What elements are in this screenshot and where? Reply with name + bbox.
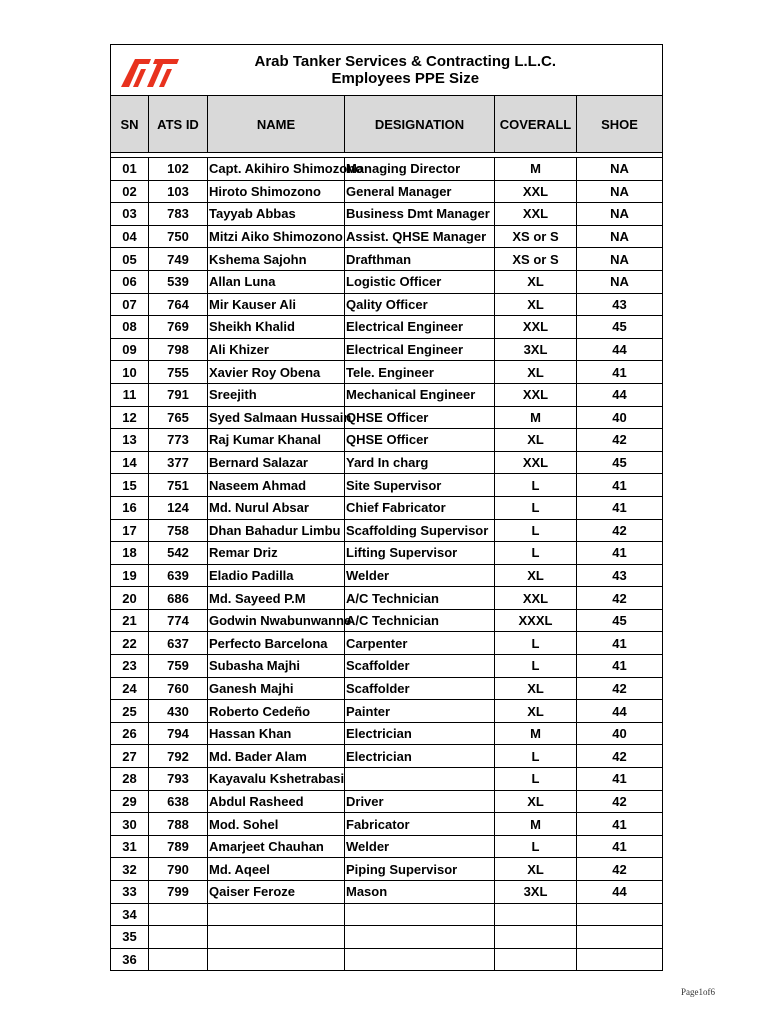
cell-designation — [345, 903, 495, 926]
cell-sn: 32 — [111, 858, 149, 881]
cell-sn: 35 — [111, 926, 149, 949]
table-row — [111, 225, 663, 248]
table-row — [111, 338, 663, 361]
cell-name: Mod. Sohel — [208, 813, 345, 836]
cell-coverall: M — [495, 406, 577, 429]
cell-designation: A/C Technician — [345, 587, 495, 610]
cell-name: Mitzi Aiko Shimozono — [208, 225, 345, 248]
table-row — [111, 270, 663, 293]
table-row — [111, 813, 663, 836]
cell-designation: Scaffolder — [345, 655, 495, 678]
cell-name: Qaiser Feroze — [208, 881, 345, 904]
col-header-shoe: SHOE — [577, 96, 663, 153]
cell-ats-id: 798 — [149, 338, 208, 361]
cell-coverall — [495, 926, 577, 949]
table-row — [111, 587, 663, 610]
cell-sn: 12 — [111, 406, 149, 429]
cell-name: Kayavalu Kshetrabasi — [208, 768, 345, 791]
cell-ats-id: 103 — [149, 180, 208, 203]
cell-ats-id: 792 — [149, 745, 208, 768]
table-row — [111, 180, 663, 203]
cell-sn: 01 — [111, 158, 149, 181]
cell-coverall: XL — [495, 700, 577, 723]
cell-designation: Welder — [345, 835, 495, 858]
cell-name: Sreejith — [208, 383, 345, 406]
cell-shoe: 43 — [577, 564, 663, 587]
cell-ats-id: 774 — [149, 609, 208, 632]
col-header-ats-id: ATS ID — [149, 96, 208, 153]
cell-shoe: 42 — [577, 790, 663, 813]
cell-sn: 29 — [111, 790, 149, 813]
cell-designation: Drafthman — [345, 248, 495, 271]
cell-sn: 07 — [111, 293, 149, 316]
cell-ats-id: 638 — [149, 790, 208, 813]
cell-name: Kshema Sajohn — [208, 248, 345, 271]
cell-coverall: XXXL — [495, 609, 577, 632]
table-row — [111, 609, 663, 632]
cell-name: Allan Luna — [208, 270, 345, 293]
cell-ats-id: 758 — [149, 519, 208, 542]
cell-name: Capt. Akihiro Shimozono — [208, 158, 345, 181]
cell-sn: 16 — [111, 496, 149, 519]
cell-designation: Chief Fabricator — [345, 496, 495, 519]
cell-ats-id: 783 — [149, 203, 208, 226]
cell-sn: 09 — [111, 338, 149, 361]
cell-sn: 22 — [111, 632, 149, 655]
cell-coverall: XXL — [495, 316, 577, 339]
cell-shoe: 42 — [577, 677, 663, 700]
cell-sn: 33 — [111, 881, 149, 904]
table-row — [111, 474, 663, 497]
cell-shoe: 42 — [577, 519, 663, 542]
cell-shoe: 44 — [577, 700, 663, 723]
cell-shoe: 42 — [577, 745, 663, 768]
cell-sn: 11 — [111, 383, 149, 406]
cell-shoe: 42 — [577, 587, 663, 610]
cell-ats-id: 542 — [149, 542, 208, 565]
cell-coverall: 3XL — [495, 881, 577, 904]
cell-shoe: 44 — [577, 338, 663, 361]
cell-coverall: XL — [495, 361, 577, 384]
cell-name: Eladio Padilla — [208, 564, 345, 587]
cell-ats-id — [149, 948, 208, 971]
cell-shoe: NA — [577, 270, 663, 293]
cell-shoe: 41 — [577, 361, 663, 384]
cell-designation — [345, 768, 495, 791]
cell-coverall: XS or S — [495, 248, 577, 271]
cell-ats-id: 751 — [149, 474, 208, 497]
cell-name: Ganesh Majhi — [208, 677, 345, 700]
cell-designation: Assist. QHSE Manager — [345, 225, 495, 248]
cell-coverall: L — [495, 474, 577, 497]
cell-name: Raj Kumar Khanal — [208, 429, 345, 452]
cell-shoe: NA — [577, 203, 663, 226]
cell-coverall: M — [495, 813, 577, 836]
cell-sn: 27 — [111, 745, 149, 768]
cell-name — [208, 926, 345, 949]
table-row — [111, 203, 663, 226]
cell-designation: Scaffolding Supervisor — [345, 519, 495, 542]
table-row — [111, 542, 663, 565]
table-row — [111, 293, 663, 316]
cell-designation: Mason — [345, 881, 495, 904]
cell-shoe: 42 — [577, 858, 663, 881]
cell-coverall: XL — [495, 429, 577, 452]
cell-coverall: M — [495, 158, 577, 181]
cell-designation: QHSE Officer — [345, 406, 495, 429]
company-name: Arab Tanker Services & Contracting L.L.C. — [254, 53, 556, 70]
cell-name: Hassan Khan — [208, 722, 345, 745]
cell-sn: 03 — [111, 203, 149, 226]
cell-name: Tayyab Abbas — [208, 203, 345, 226]
cell-coverall — [495, 903, 577, 926]
cell-shoe: 41 — [577, 474, 663, 497]
cell-shoe: 45 — [577, 451, 663, 474]
cell-name: Md. Sayeed P.M — [208, 587, 345, 610]
cell-name: Perfecto Barcelona — [208, 632, 345, 655]
cell-shoe — [577, 948, 663, 971]
cell-shoe: 41 — [577, 632, 663, 655]
cell-shoe: 41 — [577, 768, 663, 791]
cell-designation: General Manager — [345, 180, 495, 203]
cell-sn: 30 — [111, 813, 149, 836]
col-header-sn: SN — [111, 96, 149, 153]
cell-designation: Electrician — [345, 722, 495, 745]
cell-shoe — [577, 903, 663, 926]
cell-ats-id: 759 — [149, 655, 208, 678]
cell-name: Md. Aqeel — [208, 858, 345, 881]
cell-coverall: L — [495, 835, 577, 858]
cell-designation: Scaffolder — [345, 677, 495, 700]
cell-sn: 21 — [111, 609, 149, 632]
table-row — [111, 564, 663, 587]
cell-coverall: L — [495, 768, 577, 791]
cell-designation: Tele. Engineer — [345, 361, 495, 384]
cell-shoe: 43 — [577, 293, 663, 316]
cell-name: Sheikh Khalid — [208, 316, 345, 339]
cell-ats-id — [149, 903, 208, 926]
cell-sn: 19 — [111, 564, 149, 587]
cell-shoe: 41 — [577, 835, 663, 858]
cell-coverall: XL — [495, 677, 577, 700]
table-row — [111, 316, 663, 339]
page-number: Page1of6 — [681, 987, 715, 997]
cell-designation: Business Dmt Manager — [345, 203, 495, 226]
cell-coverall: L — [495, 655, 577, 678]
table-row — [111, 496, 663, 519]
cell-sn: 05 — [111, 248, 149, 271]
cell-shoe: 40 — [577, 722, 663, 745]
table-row — [111, 158, 663, 181]
cell-coverall: XL — [495, 270, 577, 293]
table-row — [111, 835, 663, 858]
cell-shoe: 41 — [577, 542, 663, 565]
cell-ats-id: 788 — [149, 813, 208, 836]
cell-shoe — [577, 926, 663, 949]
cell-ats-id: 639 — [149, 564, 208, 587]
cell-name: Ali Khizer — [208, 338, 345, 361]
table-row — [111, 948, 663, 971]
cell-coverall: M — [495, 722, 577, 745]
cell-name: Syed Salmaan Hussain — [208, 406, 345, 429]
cell-designation: Piping Supervisor — [345, 858, 495, 881]
cell-ats-id: 686 — [149, 587, 208, 610]
cell-ats-id: 124 — [149, 496, 208, 519]
table-row — [111, 519, 663, 542]
cell-shoe: NA — [577, 158, 663, 181]
cell-coverall: L — [495, 745, 577, 768]
cell-shoe: 41 — [577, 496, 663, 519]
table-row — [111, 768, 663, 791]
cell-designation: QHSE Officer — [345, 429, 495, 452]
cell-ats-id: 789 — [149, 835, 208, 858]
cell-ats-id: 773 — [149, 429, 208, 452]
table-row — [111, 406, 663, 429]
cell-shoe: 45 — [577, 609, 663, 632]
cell-name: Remar Driz — [208, 542, 345, 565]
cell-name: Naseem Ahmad — [208, 474, 345, 497]
cell-name: Amarjeet Chauhan — [208, 835, 345, 858]
cell-designation: Yard In charg — [345, 451, 495, 474]
cell-name: Bernard Salazar — [208, 451, 345, 474]
table-row — [111, 700, 663, 723]
table-row — [111, 677, 663, 700]
cell-sn: 10 — [111, 361, 149, 384]
cell-name: Godwin Nwabunwanne — [208, 609, 345, 632]
cell-name — [208, 948, 345, 971]
cell-sn: 17 — [111, 519, 149, 542]
cell-coverall: 3XL — [495, 338, 577, 361]
cell-sn: 15 — [111, 474, 149, 497]
cell-coverall: XL — [495, 293, 577, 316]
cell-designation: Fabricator — [345, 813, 495, 836]
table-row — [111, 383, 663, 406]
cell-designation: Driver — [345, 790, 495, 813]
cell-ats-id: 377 — [149, 451, 208, 474]
cell-designation: Mechanical Engineer — [345, 383, 495, 406]
cell-designation: Logistic Officer — [345, 270, 495, 293]
cell-name: Md. Bader Alam — [208, 745, 345, 768]
cell-coverall — [495, 948, 577, 971]
cell-sn: 26 — [111, 722, 149, 745]
cell-designation — [345, 948, 495, 971]
title-row — [111, 45, 663, 96]
cell-sn: 18 — [111, 542, 149, 565]
cell-designation: Carpenter — [345, 632, 495, 655]
cell-ats-id: 794 — [149, 722, 208, 745]
cell-sn: 25 — [111, 700, 149, 723]
table-row — [111, 926, 663, 949]
table-row — [111, 429, 663, 452]
cell-ats-id: 749 — [149, 248, 208, 271]
cell-ats-id: 102 — [149, 158, 208, 181]
cell-designation: Managing Director — [345, 158, 495, 181]
logo-cell — [111, 45, 149, 96]
table-row — [111, 451, 663, 474]
cell-ats-id: 637 — [149, 632, 208, 655]
table-row — [111, 248, 663, 271]
cell-sn: 14 — [111, 451, 149, 474]
col-header-designation: DESIGNATION — [345, 96, 495, 153]
cell-name: Roberto Cedeño — [208, 700, 345, 723]
cell-sn: 08 — [111, 316, 149, 339]
cell-coverall: XXL — [495, 203, 577, 226]
cell-designation: Painter — [345, 700, 495, 723]
cell-sn: 31 — [111, 835, 149, 858]
cell-ats-id: 764 — [149, 293, 208, 316]
cell-designation: Electrician — [345, 745, 495, 768]
cell-designation — [345, 926, 495, 949]
cell-sn: 34 — [111, 903, 149, 926]
column-header-row — [111, 96, 663, 153]
cell-ats-id: 539 — [149, 270, 208, 293]
cell-coverall: XS or S — [495, 225, 577, 248]
cell-ats-id: 750 — [149, 225, 208, 248]
cell-sn: 24 — [111, 677, 149, 700]
cell-name: Abdul Rasheed — [208, 790, 345, 813]
table-row — [111, 858, 663, 881]
cell-shoe: 40 — [577, 406, 663, 429]
cell-ats-id: 760 — [149, 677, 208, 700]
table-row — [111, 881, 663, 904]
cell-sn: 28 — [111, 768, 149, 791]
cell-shoe: 44 — [577, 881, 663, 904]
cell-coverall: XXL — [495, 180, 577, 203]
ppe-size-table — [110, 44, 663, 971]
cell-shoe: 42 — [577, 429, 663, 452]
cell-name: Dhan Bahadur Limbu — [208, 519, 345, 542]
cell-ats-id: 793 — [149, 768, 208, 791]
cell-coverall: XXL — [495, 383, 577, 406]
cell-ats-id — [149, 926, 208, 949]
cell-designation: Site Supervisor — [345, 474, 495, 497]
cell-designation: Lifting Supervisor — [345, 542, 495, 565]
table-row — [111, 632, 663, 655]
cell-shoe: 44 — [577, 383, 663, 406]
table-row — [111, 745, 663, 768]
cell-name: Hiroto Shimozono — [208, 180, 345, 203]
cell-name: Subasha Majhi — [208, 655, 345, 678]
col-header-coverall: COVERALL — [495, 96, 577, 153]
cell-designation: Welder — [345, 564, 495, 587]
cell-ats-id: 769 — [149, 316, 208, 339]
title-cell — [149, 45, 663, 96]
cell-coverall: XL — [495, 858, 577, 881]
cell-designation: A/C Technician — [345, 609, 495, 632]
ats-logo-icon — [117, 55, 181, 89]
cell-ats-id: 765 — [149, 406, 208, 429]
cell-sn: 04 — [111, 225, 149, 248]
cell-name: Xavier Roy Obena — [208, 361, 345, 384]
cell-sn: 23 — [111, 655, 149, 678]
cell-ats-id: 755 — [149, 361, 208, 384]
table-row — [111, 903, 663, 926]
cell-coverall: XXL — [495, 451, 577, 474]
cell-sn: 20 — [111, 587, 149, 610]
col-header-name: NAME — [208, 96, 345, 153]
cell-name: Md. Nurul Absar — [208, 496, 345, 519]
cell-ats-id: 799 — [149, 881, 208, 904]
cell-coverall: L — [495, 632, 577, 655]
cell-coverall: XL — [495, 564, 577, 587]
cell-name: Mir Kauser Ali — [208, 293, 345, 316]
cell-shoe: 45 — [577, 316, 663, 339]
cell-designation: Qality Officer — [345, 293, 495, 316]
cell-shoe: 41 — [577, 813, 663, 836]
cell-shoe: 41 — [577, 655, 663, 678]
cell-coverall: XXL — [495, 587, 577, 610]
cell-name — [208, 903, 345, 926]
cell-sn: 13 — [111, 429, 149, 452]
cell-ats-id: 430 — [149, 700, 208, 723]
cell-shoe: NA — [577, 180, 663, 203]
cell-shoe: NA — [577, 225, 663, 248]
document-subtitle: Employees PPE Size — [331, 70, 480, 87]
cell-coverall: L — [495, 542, 577, 565]
table-row — [111, 790, 663, 813]
cell-sn: 36 — [111, 948, 149, 971]
cell-coverall: L — [495, 496, 577, 519]
table-row — [111, 361, 663, 384]
cell-sn: 06 — [111, 270, 149, 293]
table-row — [111, 722, 663, 745]
cell-ats-id: 791 — [149, 383, 208, 406]
cell-coverall: L — [495, 519, 577, 542]
cell-ats-id: 790 — [149, 858, 208, 881]
cell-coverall: XL — [495, 790, 577, 813]
cell-designation: Electrical Engineer — [345, 316, 495, 339]
cell-designation: Electrical Engineer — [345, 338, 495, 361]
cell-sn: 02 — [111, 180, 149, 203]
cell-shoe: NA — [577, 248, 663, 271]
table-row — [111, 655, 663, 678]
